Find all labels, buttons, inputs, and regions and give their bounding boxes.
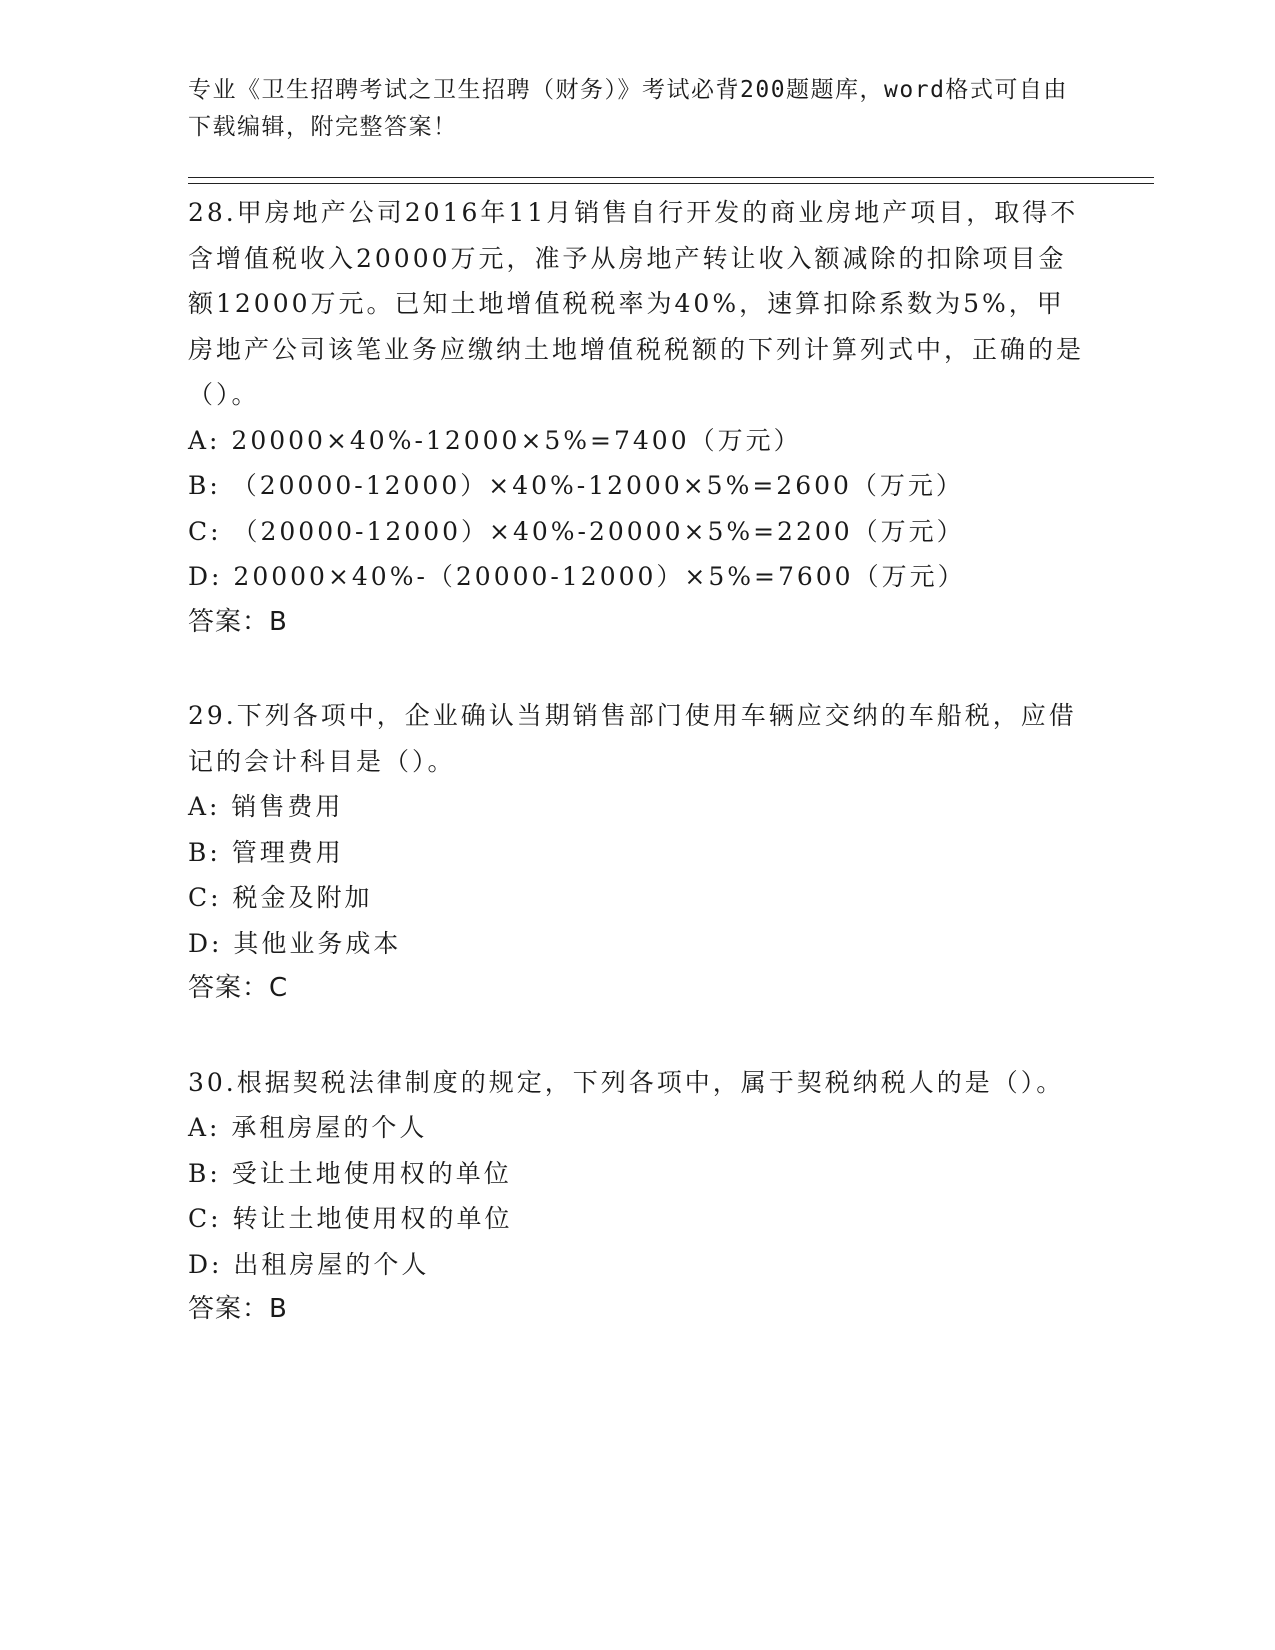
answer-line: 答案：B xyxy=(188,1294,288,1324)
option-d: D: 出租房屋的个人 xyxy=(188,1249,430,1279)
option-b: B: 受让土地使用权的单位 xyxy=(188,1158,512,1188)
header-divider-top xyxy=(188,177,1154,178)
option-b: B: （20000-12000）×40%-12000×5%=2600（万元） xyxy=(188,471,964,500)
answer-line: 答案：C xyxy=(188,973,289,1003)
question-text: 29.下列各项中，企业确认当期销售部门使用车辆应交纳的车船税，应借记的会计科目是（）。 xyxy=(188,701,1077,776)
option-a: A: 承租房屋的个人 xyxy=(188,1113,428,1142)
question-item xyxy=(188,693,1088,1012)
header-divider-bottom xyxy=(188,183,1154,184)
question-list xyxy=(188,190,1088,1381)
option-c: C: （20000-12000）×40%-20000×5%=2200（万元） xyxy=(188,516,965,546)
option-a: A: 销售费用 xyxy=(188,792,344,821)
option-a: A: 20000×40%-12000×5%=7400（万元） xyxy=(188,425,802,455)
question-item xyxy=(188,1060,1088,1333)
option-b: B: 管理费用 xyxy=(188,837,344,867)
answer-line: 答案：B xyxy=(188,606,288,637)
option-d: D: 20000×40%-（20000-12000）×5%=7600（万元） xyxy=(188,562,966,591)
question-text: 30.根据契税法律制度的规定，下列各项中，属于契税纳税人的是（）。 xyxy=(188,1067,1065,1097)
option-d: D: 其他业务成本 xyxy=(188,928,402,958)
option-c: C: 税金及附加 xyxy=(188,883,373,912)
question-text: 28.甲房地产公司2016年11月销售自行开发的商业房地产项目，取得不含增值税收入20000万元，准予从房地产转让收入额减除的扣除项目金额12000万元。已知土地增值税税率为40%，速算扣除系数为5%，甲房地产公司该笔业务应缴纳土地增值税税额的下列计算列式中，正确的是（）。 xyxy=(188,198,1085,409)
question-item xyxy=(188,190,1088,645)
document-header: 专业《卫生招聘考试之卫生招聘（财务）》考试必背200题题库，word格式可自由下载编辑，附完整答案！ xyxy=(188,77,1068,140)
option-c: C: 转让土地使用权的单位 xyxy=(188,1204,513,1233)
